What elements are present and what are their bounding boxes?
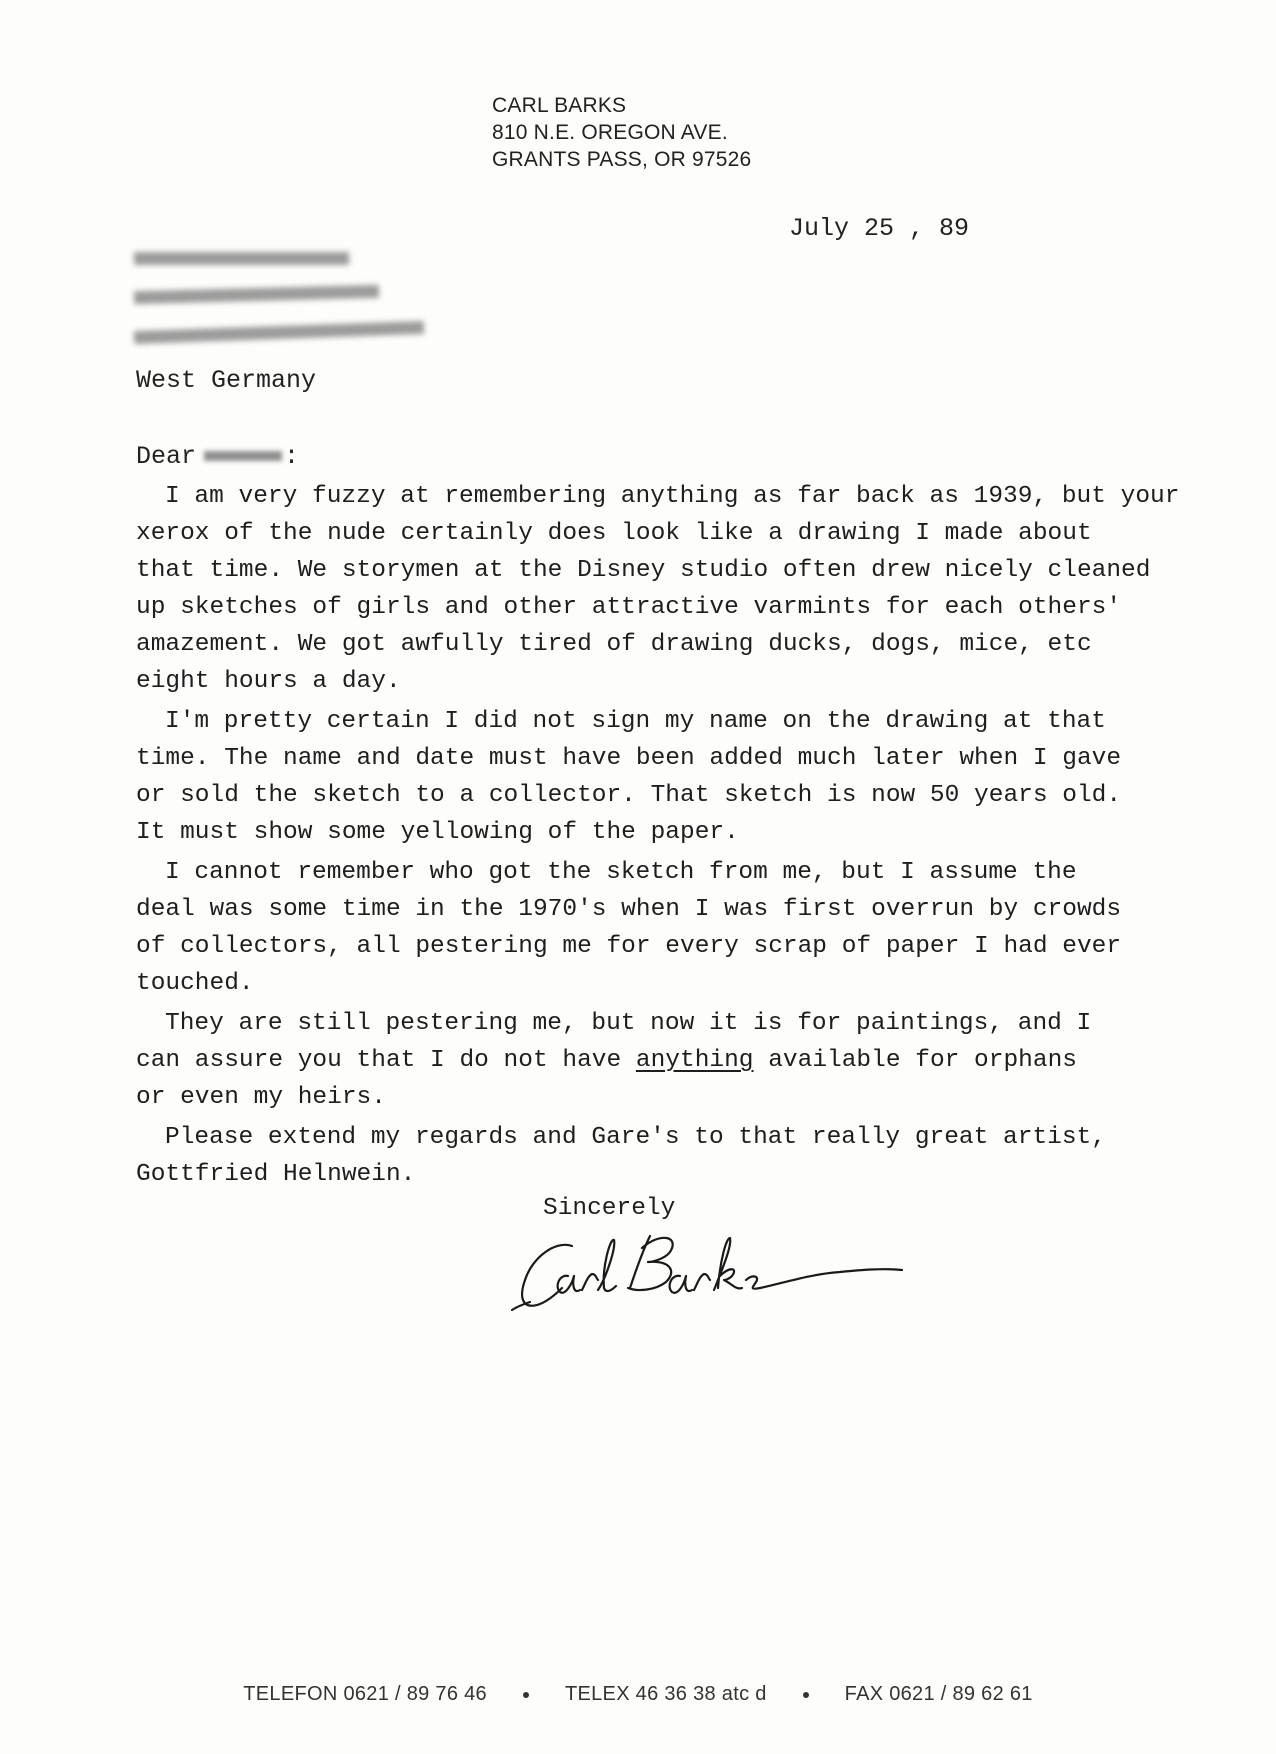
footer-fax: FAX 0621 / 89 62 61 bbox=[844, 1683, 1033, 1705]
body-line: I cannot remember who got the sketch from me, but I assume the bbox=[165, 859, 1077, 886]
letter-date: July 25 , 89 bbox=[789, 214, 970, 243]
body-line: Please extend my regards and Gare's to that really great artist, bbox=[165, 1124, 1106, 1151]
footer-telefon: TELEFON 0621 / 89 76 46 bbox=[243, 1683, 487, 1705]
salutation-prefix: Dear bbox=[136, 442, 197, 471]
body-line: or even my heirs. bbox=[136, 1084, 386, 1111]
body-line: They are still pestering me, but now it is for paintings, and I bbox=[165, 1010, 1092, 1037]
redacted-recipient-address bbox=[132, 250, 432, 350]
body-line: deal was some time in the 1970's when I was first overrun by crowds bbox=[136, 896, 1122, 923]
salutation bbox=[136, 442, 299, 471]
bullet-separator bbox=[523, 1692, 529, 1698]
body-line: It must show some yellowing of the paper. bbox=[136, 819, 739, 846]
body-line: or sold the sketch to a collector. That sketch is now 50 years old. bbox=[136, 782, 1122, 809]
underlined-word: anything bbox=[635, 1047, 754, 1074]
sender-name: CARL BARKS bbox=[492, 94, 627, 117]
redacted-recipient-name bbox=[204, 451, 282, 461]
paragraph-1 bbox=[136, 478, 1246, 700]
paragraph-3 bbox=[136, 854, 1246, 1002]
body-line: touched. bbox=[136, 970, 254, 997]
sender-street: 810 N.E. OREGON AVE. bbox=[492, 121, 728, 144]
body-line: I'm pretty certain I did not sign my name on the drawing at that bbox=[165, 708, 1106, 735]
paragraph-5 bbox=[136, 1119, 1246, 1193]
body-line: time. The name and date must have been added much later when I gave bbox=[136, 745, 1122, 772]
body-line: up sketches of girls and other attractive varmints for each others' bbox=[136, 594, 1122, 621]
body-line: xerox of the nude certainly does look like a drawing I made about bbox=[136, 520, 1092, 547]
sender-city: GRANTS PASS, OR 97526 bbox=[492, 148, 752, 171]
letterhead bbox=[492, 92, 751, 173]
letter-body bbox=[136, 478, 1246, 1193]
bullet-separator bbox=[803, 1692, 809, 1698]
paragraph-2 bbox=[136, 703, 1246, 851]
recipient-country: West Germany bbox=[136, 366, 317, 395]
body-line: that time. We storymen at the Disney studio often drew nicely cleaned bbox=[136, 557, 1151, 584]
closing: Sincerely bbox=[543, 1195, 676, 1222]
paragraph-4 bbox=[136, 1005, 1246, 1116]
salutation-suffix: : bbox=[284, 442, 300, 471]
body-text-segment: available for orphans bbox=[753, 1047, 1077, 1074]
body-line bbox=[136, 1042, 1246, 1079]
body-line: I am very fuzzy at remembering anything as far back as 1939, but your bbox=[165, 483, 1180, 510]
body-line: of collectors, all pestering me for every scrap of paper I had ever bbox=[136, 933, 1122, 960]
letterhead-footer bbox=[0, 1683, 1276, 1706]
handwritten-signature bbox=[510, 1218, 910, 1318]
body-text-segment: can assure you that I do not have bbox=[136, 1047, 636, 1074]
body-line: amazement. We got awfully tired of drawing ducks, dogs, mice, etc bbox=[136, 631, 1092, 658]
body-line: Gottfried Helnwein. bbox=[136, 1161, 416, 1188]
body-line: eight hours a day. bbox=[136, 668, 401, 695]
footer-telex: TELEX 46 36 38 atc d bbox=[564, 1683, 767, 1705]
